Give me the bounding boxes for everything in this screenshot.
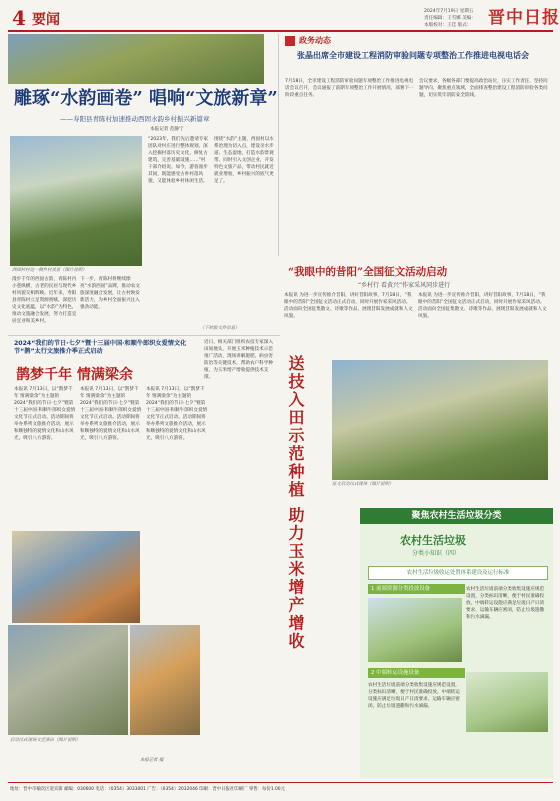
tourism-photo — [12, 531, 140, 623]
tourism-kicker: 2024“我们的节日·七夕”暨十三届中国·和顺牛郎织女爱情文化节“鹊”太行文旅推介季正式启动 — [14, 340, 187, 355]
politics-box-title: 政务动态 — [299, 36, 331, 45]
agri-section — [200, 335, 360, 755]
lead-subtitle: ——寿阳县青陈村加速推动西固水韵乡村振兴新篇章 — [60, 115, 210, 123]
politics-badge-icon — [285, 36, 295, 46]
essay-contest-photo-caption: 征文启动仪式现场（图片说明） — [332, 482, 394, 487]
essay-contest-subtitle: “乡村行 看黄兴”作家采风同步进行 — [358, 282, 451, 289]
editor-credit: 责任编辑：王雪娜 美编： — [424, 16, 476, 21]
politics-headline: 张晶出席全市建设工程消防审验问题专项整治工作推进电视电话会 — [297, 50, 529, 60]
tourism-body-3: 本报讯 7月13日，以“鹊梦千年 情满梁余”为主题的2024“我们的节日·七夕”暨第十三届中国·和顺牛郎织女爱情文化节正式启动。活动期间将举办系列文旅推介活动，展示和顺独特的爱情文化和山水风光，吸引八方游客。 — [146, 387, 208, 441]
transfer-vehicle-illustration — [466, 672, 548, 732]
proofread-credit: 本版校对：王佳 版式： — [424, 23, 472, 28]
waste-sorting-body-2: 农村生活垃圾前端分类收集设施应规范设置，分类标识清晰，便于村民准确投放。中端转运设施应满足垃圾日产日清要求，运输车辆应密闭，防止垃圾遗撒和污水滴漏。 — [368, 683, 460, 709]
lead-village-photo — [10, 136, 142, 266]
bottom-photo-right — [130, 625, 200, 735]
waste-sorting-item1: 1 前端资源分类投放设备 — [368, 584, 465, 594]
waste-sorting-section — [360, 508, 553, 778]
newspaper-logo: 晋中日报 — [488, 8, 560, 28]
agri-body: 近日，相关部门组织农技专家深入田间地头，开展玉米种植技术示范推广活动，现场讲解施肥、病虫害防治等关键技术，帮助农户科学种植，为玉米增产增收提供技术支撑。 — [204, 340, 273, 380]
tourism-body-1: 本报讯 7月13日，以“鹊梦千年 情满梁余”为主题的2024“我们的节日·七夕”暨第十三届中国·和顺牛郎织女爱情文化节正式启动。活动期间将举办系列文旅推介活动，展示和顺独特的爱情文化和山水风光，吸引八方游客。 — [14, 387, 76, 441]
tourism-title: 鹊梦千年 情满梁余 — [16, 367, 133, 383]
waste-sorting-label: 农村生活垃圾收运处置体系建设及运行标准 — [368, 566, 548, 580]
lead-byline: 本报记者 范静宁 — [150, 127, 184, 132]
footer-info: 地址：晋中市榆次区迎宾街 邮编：030600 电话：（0354）3033001 广告：（0354）2032046 印刷：晋中日报社印刷厂 零售：每份1.00元 — [10, 787, 285, 792]
lead-footnote: （下转版文件信息） — [200, 326, 240, 331]
waste-bins-illustration — [368, 598, 462, 662]
waste-sorting-body-1: 农村生活垃圾前端分类收集设施应规范设置，分类标识清晰，便于村民准确投放。中端转运设施应满足垃圾日产日清要求，运输车辆应密闭，防止垃圾遗撒和污水滴漏。 — [466, 587, 545, 620]
waste-sorting-subtitle: 农村生活垃圾 — [400, 534, 466, 547]
lead-body-col1: 漫步千年的西固古韵，青陈村内小巷纵横，古老的民居与现代乡村风貌交相辉映。近年来，寿阳县青陈村立足资源禀赋，深挖历史文化底蕴，以“水韵”为特色，推动文旅融合发展，努力打造宜居宜业和美乡村。 — [12, 277, 77, 324]
lead-body-col2: “2023年，我们先后邀请专家团队对村庄进行整体规划，深入挖掘村落历史文化，修复古建筑，完善基础设施……”村干部介绍说。如今，游客漫步其间，既能感受古朴村落风貌，又能体验乡村休闲生活。 — [148, 137, 209, 184]
agri-title: 送技入田示范种植 助力玉米增产增收 — [286, 355, 305, 651]
lead-photo-top — [8, 34, 264, 84]
footer-rule — [8, 782, 553, 783]
tourism-photo-caption: 启动仪式现场文艺演出（图片说明） — [10, 738, 81, 743]
essay-contest-body-1: 本报讯 为进一步宣传推介昔阳，讲好昔阳故事，7月18日，“我眼中的昔阳”全国征文活动正式启动，同时开展作家采风活动。活动面向全国征集散文、诗歌等作品，展现昔阳发展成就和人文风貌。 — [284, 293, 413, 319]
section-title: 要闻 — [32, 12, 60, 28]
politics-body-2: 会议要求，各级各部门要提高政治站位，压实工作责任，坚持问题导向，聚焦重点领域，全面排查整治建设工程消防审验各类问题，切实筑牢消防安全防线。 — [419, 79, 548, 98]
bottom-photo-left — [8, 625, 128, 735]
essay-contest-photo — [332, 360, 548, 480]
lead-photo-caption: 西固村村边一侧乡村美景（图片说明） — [12, 268, 87, 273]
lead-body-col3: 围绕“水韵”主题，西固村以水系治理为切入点，建设亲水步道、生态湿地，打造水韵景观带。同时引入文创企业，开发特色文旅产品，带动村民就近就业增收，乡村振兴的底气更足了。 — [214, 137, 274, 184]
politics-body-1: 7月18日，全市建设工程消防审验问题专项整治工作推进电视电话会议召开，会议通报了前期专项整治工作开展情况，部署下一阶段重点任务。 — [285, 79, 414, 98]
waste-sorting-item2: 2 中端转运设施设备 — [368, 668, 465, 678]
waste-sorting-banner: 聚焦农村生活垃圾分类 — [360, 508, 553, 524]
tourism-body-2: 本报讯 7月13日，以“鹊梦千年 情满梁余”为主题的2024“我们的节日·七夕”暨第十三届中国·和顺牛郎织女爱情文化节正式启动。活动期间将举办系列文旅推介活动，展示和顺独特的爱情文化和山水风光，吸引八方游客。 — [80, 387, 142, 441]
header-rule — [8, 30, 553, 32]
page-number: 4 — [12, 6, 26, 30]
issue-date: 2024年7月19日 星期五 — [424, 9, 474, 14]
issue-info — [424, 8, 476, 29]
essay-contest-body-2: 本报讯 为进一步宣传推介昔阳，讲好昔阳故事，7月18日，“我眼中的昔阳”全国征文活动正式启动，同时开展作家采风活动。活动面向全国征集散文、诗歌等作品，展现昔阳发展成就和人文风貌。 — [418, 293, 547, 319]
waste-sorting-series: 分类小知识（四） — [412, 550, 461, 557]
politics-section — [278, 34, 554, 256]
lead-headline: 雕琢“水韵画卷” 唱响“文旅新章” — [14, 88, 278, 109]
tourism-photo-credit: 本报记者 摄 — [140, 758, 164, 763]
essay-contest-title: “我眼中的昔阳”全国征文活动启动 — [288, 266, 448, 278]
lead-body-col4: 下一步，青陈村将继续擦亮“水韵西固”品牌，推动农文旅深度融合发展，让古村焕发新活力，为乡村全面振兴注入强劲动能。 — [80, 277, 140, 310]
